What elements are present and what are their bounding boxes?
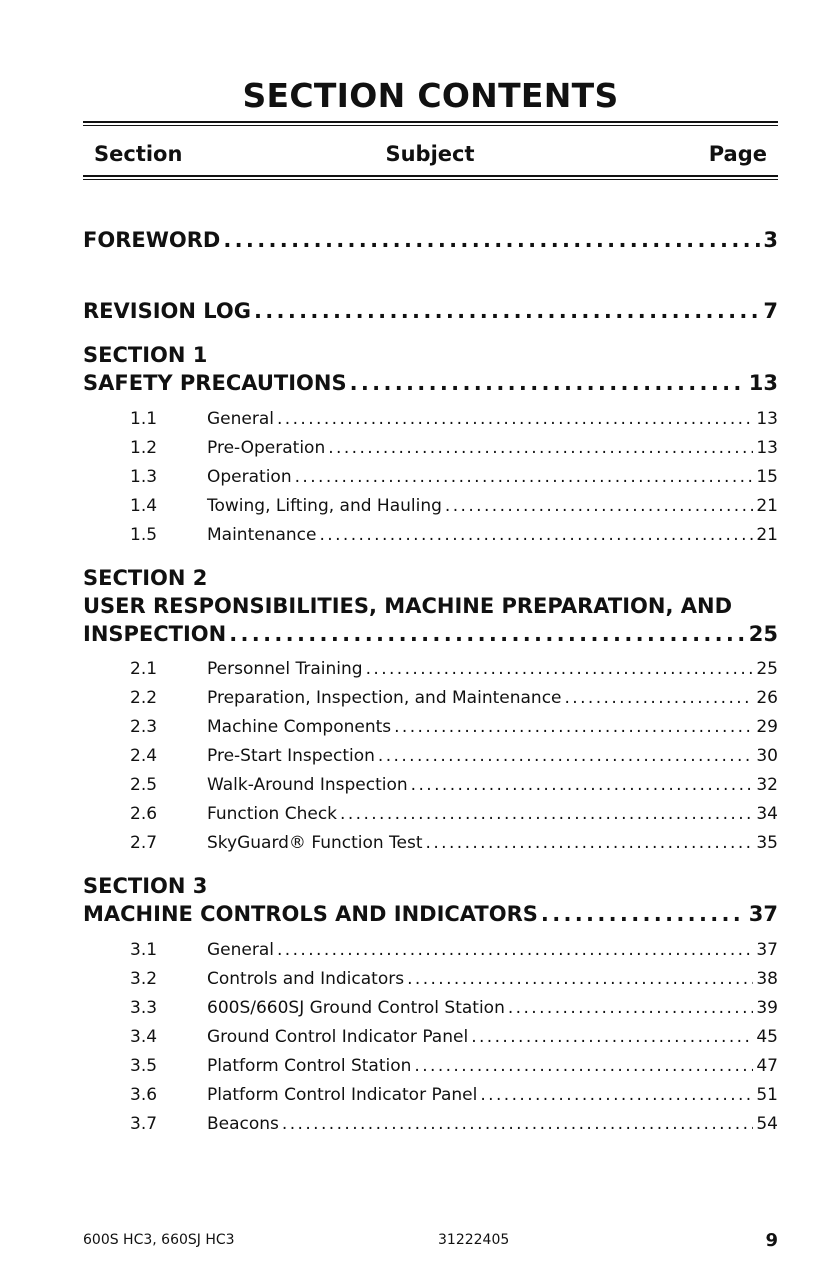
toc-entry-section-3[interactable] [83,900,778,928]
subentry-title: Platform Control Indicator Panel [207,1085,478,1105]
toc-subentry[interactable] [130,744,778,768]
page-title: SECTION CONTENTS [242,76,619,115]
dot-leader [565,686,754,710]
toc-subentry[interactable] [130,465,778,489]
subentry-number: 2.5 [130,775,158,795]
dot-leader [426,831,754,855]
toc-entry-page: 13 [748,371,778,395]
toc-entry-page: 3 [763,228,778,252]
header-rule-bottom [83,175,778,180]
subentry-number: 3.2 [130,969,158,989]
toc-entry-page: 25 [748,622,778,646]
subentry-page: 21 [756,525,778,545]
dot-leader [254,297,760,325]
subentry-number: 1.1 [130,409,158,429]
subentry-page: 39 [756,998,778,1018]
toc-subentry[interactable] [130,831,778,855]
dot-leader [541,900,746,928]
subentry-page: 25 [756,659,778,679]
subentry-number: 3.3 [130,998,158,1018]
toc-entry-foreword[interactable] [83,226,778,254]
subentry-page: 35 [756,833,778,853]
subentry-page: 51 [756,1085,778,1105]
subentry-number: 3.4 [130,1027,158,1047]
toc-entry-label: INSPECTION [83,622,227,646]
subentry-title: General [207,409,274,429]
toc-subentry[interactable] [130,967,778,991]
subentry-page: 47 [756,1056,778,1076]
dot-leader [414,1054,753,1078]
subentry-number: 1.2 [130,438,158,458]
toc-subentry[interactable] [130,523,778,547]
subentry-number: 3.1 [130,940,158,960]
section-number-label: SECTION 2 [83,566,208,590]
subentry-title: Personnel Training [207,659,363,679]
subentry-number: 2.4 [130,746,158,766]
subentry-title: Pre-Operation [207,438,326,458]
subentry-page: 38 [756,969,778,989]
dot-leader [229,620,746,648]
dot-leader [508,996,754,1020]
dot-leader [223,226,760,254]
subentry-number: 3.5 [130,1056,158,1076]
dot-leader [445,494,753,518]
subentry-page: 45 [756,1027,778,1047]
subentry-title: Operation [207,467,292,487]
toc-entry-page: 37 [748,902,778,926]
toc-entry-label: FOREWORD [83,228,221,252]
subentry-number: 2.1 [130,659,158,679]
toc-entry-label: REVISION LOG [83,299,251,323]
toc-subentry[interactable] [130,436,778,460]
toc-entry-section-2[interactable] [83,620,778,648]
subentry-title: Platform Control Station [207,1056,412,1076]
section-number-label: SECTION 3 [83,874,208,898]
subentry-title: SkyGuard® Function Test [207,833,423,853]
toc-subentry[interactable] [130,407,778,431]
dot-leader [277,407,753,431]
subentry-page: 21 [756,496,778,516]
subentry-page: 15 [756,467,778,487]
subentry-page: 29 [756,717,778,737]
subentry-page: 13 [756,438,778,458]
dot-leader [366,657,754,681]
subentry-title: Controls and Indicators [207,969,405,989]
subentry-title: Pre-Start Inspection [207,746,375,766]
subentry-title: General [207,940,274,960]
subentry-title: Preparation, Inspection, and Maintenance [207,688,562,708]
subentry-number: 2.2 [130,688,158,708]
subentry-page: 30 [756,746,778,766]
dot-leader [378,744,753,768]
column-header-subject: Subject [385,142,475,166]
toc-subentry[interactable] [130,686,778,710]
footer-doc-number: 31222405 [438,1232,510,1248]
dot-leader [350,369,746,397]
toc-subentry[interactable] [130,494,778,518]
section-number-label: SECTION 1 [83,343,208,367]
toc-subentry[interactable] [130,996,778,1020]
subentry-number: 2.3 [130,717,158,737]
subentry-title: 600S/660SJ Ground Control Station [207,998,505,1018]
subentry-page: 54 [756,1114,778,1134]
subentry-title: Ground Control Indicator Panel [207,1027,469,1047]
subentry-number: 1.4 [130,496,158,516]
subentry-title: Beacons [207,1114,279,1134]
subentry-page: 13 [756,409,778,429]
subentry-title: Walk-Around Inspection [207,775,408,795]
subentry-number: 1.3 [130,467,158,487]
subentry-number: 2.6 [130,804,158,824]
subentry-number: 3.6 [130,1085,158,1105]
dot-leader [407,967,753,991]
subentry-number: 2.7 [130,833,158,853]
section-title-line: USER RESPONSIBILITIES, MACHINE PREPARATION, AND [83,594,733,618]
toc-subentry[interactable] [130,1112,778,1136]
subentry-title: Function Check [207,804,338,824]
toc-entry-label: SAFETY PRECAUTIONS [83,371,347,395]
subentry-page: 34 [756,804,778,824]
dot-leader [411,773,754,797]
subentry-page: 32 [756,775,778,795]
dot-leader [295,465,754,489]
dot-leader [277,938,753,962]
dot-leader [319,523,753,547]
dot-leader [394,715,753,739]
subentry-page: 37 [756,940,778,960]
toc-subentry[interactable] [130,802,778,826]
toc-entry-label: MACHINE CONTROLS AND INDICATORS [83,902,538,926]
toc-subentry[interactable] [130,715,778,739]
toc-subentry[interactable] [130,657,778,681]
dot-leader [328,436,753,460]
subentry-number: 3.7 [130,1114,158,1134]
dot-leader [282,1112,753,1136]
column-header-page: Page [708,142,767,166]
header-rule-top [83,121,778,126]
toc-subentry[interactable] [130,1025,778,1049]
toc-entry-section-1[interactable] [83,369,778,397]
column-header-section: Section [94,142,183,166]
footer-page-number: 9 [765,1230,778,1251]
subentry-number: 1.5 [130,525,158,545]
toc-subentry[interactable] [130,773,778,797]
toc-entry-revision-log[interactable] [83,297,778,325]
dot-leader [480,1083,753,1107]
dot-leader [471,1025,753,1049]
subentry-title: Towing, Lifting, and Hauling [207,496,442,516]
subentry-page: 26 [756,688,778,708]
subentry-title: Maintenance [207,525,317,545]
toc-subentry[interactable] [130,1083,778,1107]
toc-subentry[interactable] [130,1054,778,1078]
subentry-title: Machine Components [207,717,392,737]
dot-leader [340,802,753,826]
toc-subentry[interactable] [130,938,778,962]
toc-entry-page: 7 [763,299,778,323]
footer-models: 600S HC3, 660SJ HC3 [83,1232,235,1248]
